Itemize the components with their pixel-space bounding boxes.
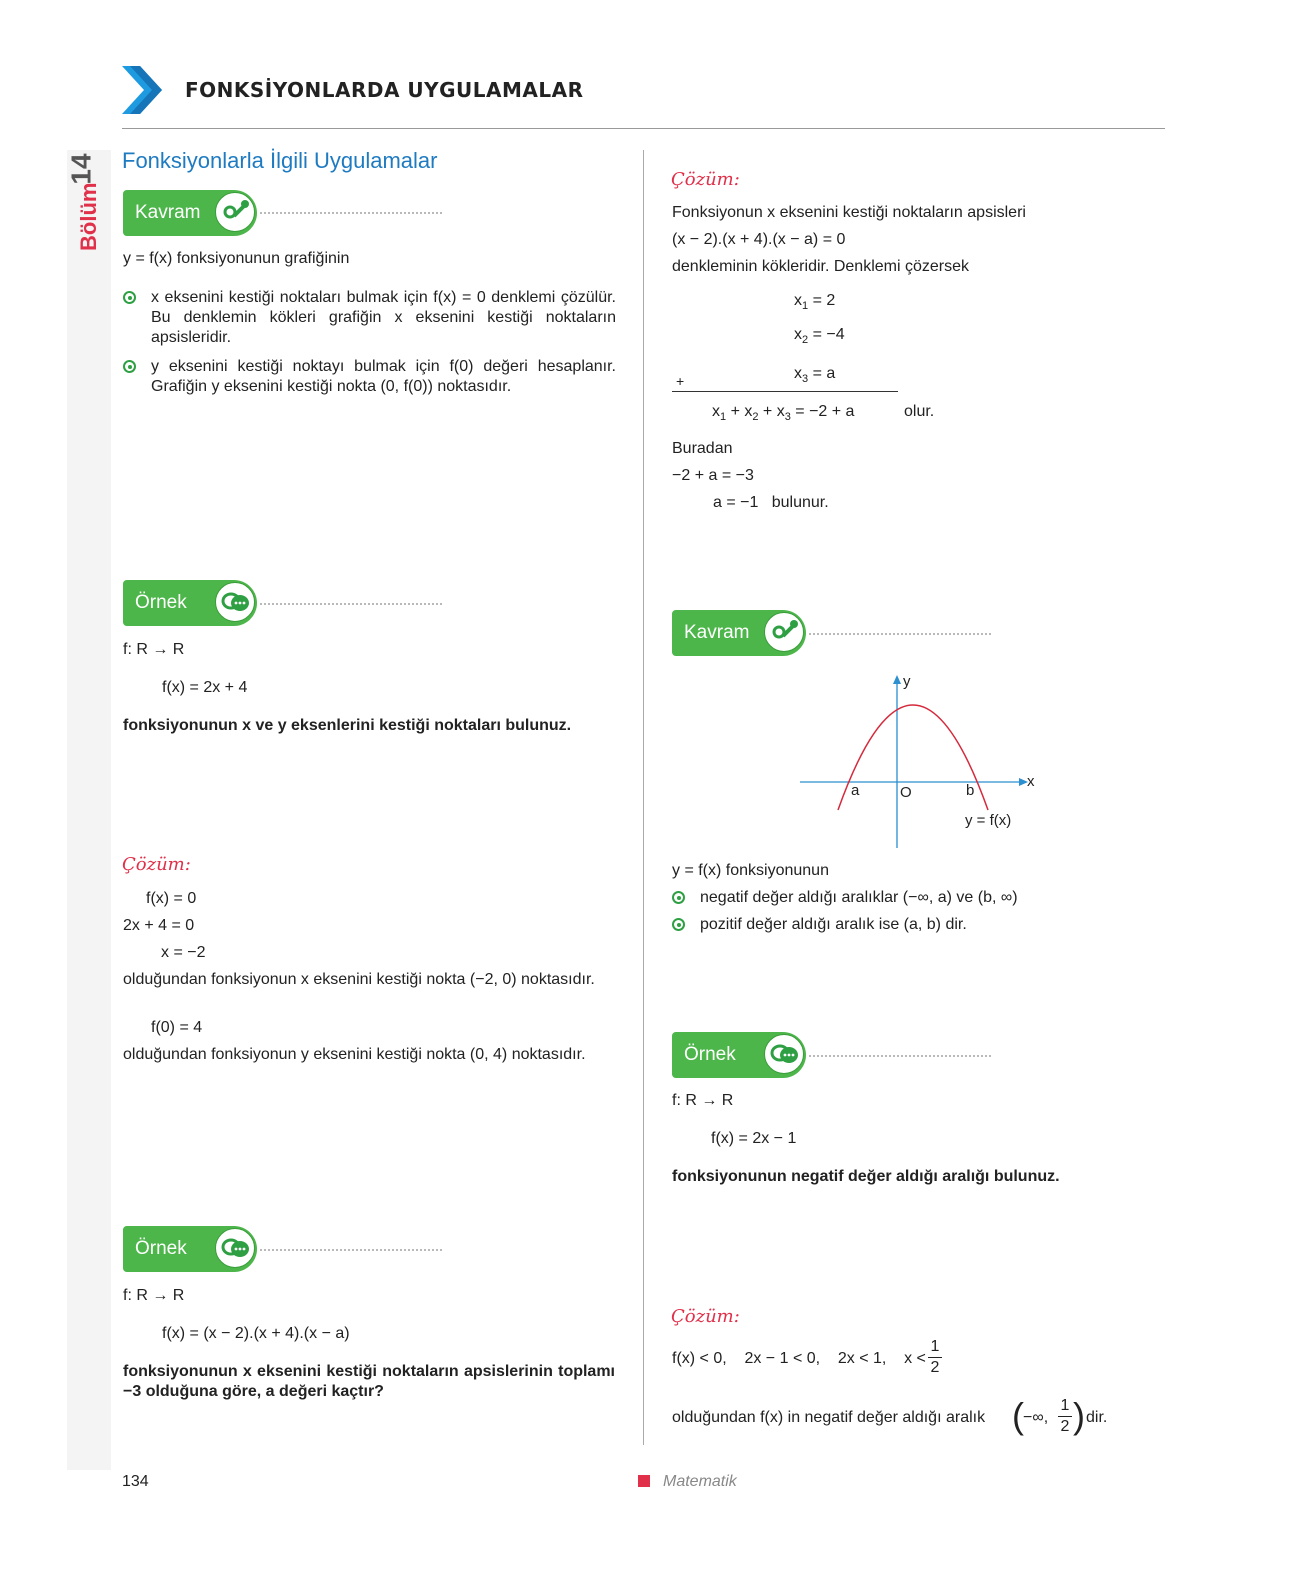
chat-bubble-icon <box>764 1034 804 1074</box>
ornek2-line2: f(x) = (x − 2).(x + 4).(x − a) <box>162 1325 350 1342</box>
right-paren: ) <box>1073 1395 1085 1436</box>
ornek2-question: fonksiyonunun x eksenini kestiği noktaların apsislerinin toplamı −3 olduğuna göre, a değeri kaçtır? <box>123 1363 615 1400</box>
cozum1-l1: f(x) = 0 <box>146 890 197 907</box>
graph-a-label: a <box>851 782 860 799</box>
dir-text: dir. <box>1086 1409 1108 1426</box>
wrench-gear-icon <box>215 192 255 232</box>
kavram1-bullet-2: y eksenini kestiği noktayı bulmak için f(0) değeri hesaplanır. Grafiğin y eksenini kestiği nokta (0, f(0)) noktasıdır. <box>151 358 616 395</box>
tag-dots <box>809 1055 991 1057</box>
y-axis-arrow <box>893 675 901 684</box>
bullet-icon <box>123 291 136 304</box>
chat-bubble-icon <box>215 1228 255 1268</box>
bullet-icon <box>123 360 136 373</box>
graph-x-label: x <box>1027 773 1035 790</box>
kavram2-bullet-2: pozitif değer aldığı aralık ise (a, b) dir. <box>700 916 967 933</box>
chevron-logo-icon <box>122 66 164 114</box>
chat-bubble-icon <box>215 582 255 622</box>
roots-sum: $x_1 + x_2 + x_3 = -2 + a$ <box>712 403 855 424</box>
graph-curve-label: y = f(x) <box>965 812 1012 829</box>
wrench-gear-icon <box>764 612 804 652</box>
ornek3-line1: f: R → R <box>672 1092 734 1109</box>
kavram2-intro: y = f(x) fonksiyonunun <box>672 862 829 879</box>
ornek-tag: Örnek <box>123 580 257 626</box>
footer-square-icon <box>638 1475 650 1487</box>
tag-dots <box>260 212 442 214</box>
graph-b-label: b <box>966 782 975 799</box>
cozum3-l2: olduğundan f(x) in negatif değer aldığı aralık <box>672 1409 986 1426</box>
root-x3: $x_3 = a$ <box>794 365 836 386</box>
graph-origin-label: O <box>900 784 912 801</box>
column-divider <box>643 150 644 1445</box>
cozum2-l4: Buradan <box>672 440 733 457</box>
cozum-label: Çözüm: <box>671 169 740 190</box>
kavram1-bullet-1: x eksenini kestiği noktaları bulmak için f(x) = 0 denklemi çözülür. Bu denklemin kökleri grafiğin x eksenini kestiği noktaların apsisleridir. <box>151 289 616 346</box>
cozum2-l1: Fonksiyonun x eksenini kestiği noktaların apsisleri <box>672 204 1026 221</box>
chapter-sidebar <box>67 150 111 1470</box>
section-title: Fonksiyonlarla İlgili Uygulamalar <box>122 148 438 173</box>
header-divider <box>122 128 1165 129</box>
ornek1-line2: f(x) = 2x + 4 <box>162 679 248 696</box>
ornek3-line2: f(x) = 2x − 1 <box>711 1130 797 1147</box>
kavram1-intro: y = f(x) fonksiyonunun grafiğinin <box>123 250 350 267</box>
cozum1-l5: f(0) = 4 <box>151 1019 203 1036</box>
cozum1-l4: olduğundan fonksiyonun x eksenini kestiği nokta (−2, 0) noktasıdır. <box>123 971 595 988</box>
interval-neg-inf: −∞, <box>1023 1409 1049 1426</box>
cozum2-l5: −2 + a = −3 <box>672 467 754 484</box>
footer-subject: Matematik <box>663 1473 737 1490</box>
bullet-icon <box>672 918 685 931</box>
kavram-tag: Kavram <box>123 190 257 236</box>
cozum-label: Çözüm: <box>671 1306 740 1327</box>
ornek1-line1: f: R → R <box>123 641 185 658</box>
kavram2-bullet-1: negatif değer aldığı aralıklar (−∞, a) ve (b, ∞) <box>700 889 1018 906</box>
cozum1-l6: olduğundan fonksiyonun y eksenini kestiği nokta (0, 4) noktasıdır. <box>123 1046 586 1063</box>
root-x1: $x_1 = 2$ <box>794 292 836 313</box>
kavram-tag: Kavram <box>672 610 806 656</box>
ornek2-line1: f: R → R <box>123 1287 185 1304</box>
plus-sign: + <box>676 373 685 389</box>
fraction-one-half: 1 2 <box>928 1338 942 1377</box>
tag-dots <box>260 1249 442 1251</box>
ornek3-question: fonksiyonunun negatif değer aldığı aralığı bulunuz. <box>672 1168 1060 1185</box>
ornek-tag: Örnek <box>672 1032 806 1078</box>
chapter-label: Bölüm <box>76 182 101 251</box>
cozum2-l6: a = −1 bulunur. <box>713 494 829 511</box>
page-number: 134 <box>122 1473 149 1490</box>
page-header-title: FONKSİYONLARDA UYGULAMALAR <box>185 78 584 102</box>
cozum-label: Çözüm: <box>122 854 191 875</box>
fraction-one-half: 1 2 <box>1058 1397 1072 1436</box>
ornek-tag: Örnek <box>123 1226 257 1272</box>
tag-dots <box>260 603 442 605</box>
tag-dots <box>809 633 991 635</box>
ornek1-question: fonksiyonunun x ve y eksenlerini kestiği noktaları bulunuz. <box>123 717 572 734</box>
olur-text: olur. <box>904 403 935 420</box>
root-x2: $x_2 = -4$ <box>794 326 845 347</box>
graph-y-label: y <box>903 673 911 690</box>
left-paren: ( <box>1012 1395 1024 1436</box>
cozum1-l3: x = −2 <box>161 944 206 961</box>
cozum2-l2: (x − 2).(x + 4).(x − a) = 0 <box>672 231 846 248</box>
cozum1-l2: 2x + 4 = 0 <box>123 917 195 934</box>
chapter-number: 14 <box>65 153 97 185</box>
cozum3-l1: f(x) < 0, 2x − 1 < 0, 2x < 1, x < <box>672 1350 926 1367</box>
sum-line <box>672 391 898 392</box>
cozum2-l3: denkleminin kökleridir. Denklemi çözersek <box>672 258 970 275</box>
bullet-icon <box>672 891 685 904</box>
